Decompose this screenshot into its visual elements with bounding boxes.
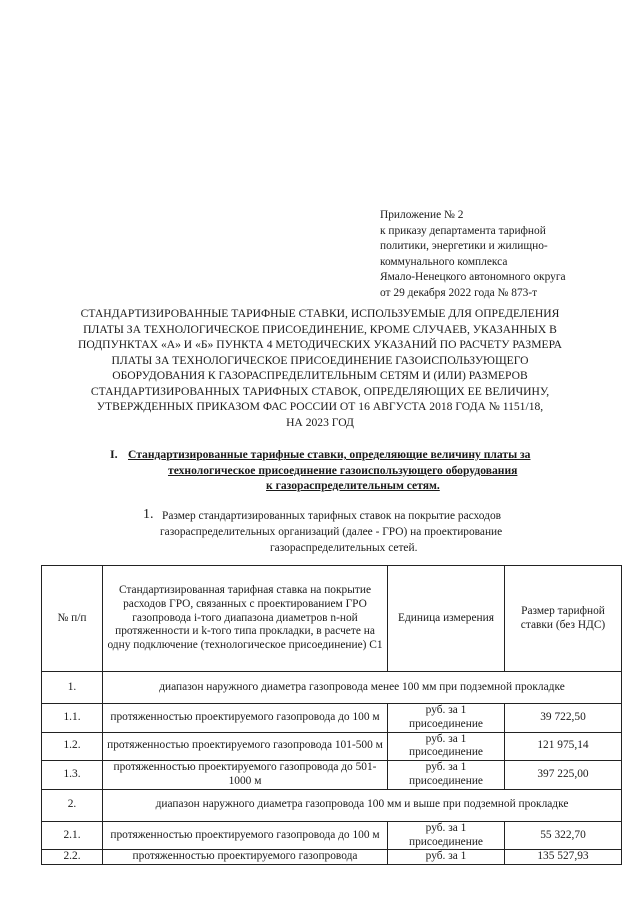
row-value: 39 722,50: [505, 704, 622, 733]
header-num: № п/п: [42, 566, 103, 672]
table-row: [42, 761, 622, 790]
title-line: НА 2023 ГОД: [286, 415, 354, 429]
row-unit: руб. за 1 присоединение: [388, 821, 505, 850]
subsection-line: Размер стандартизированных тарифных ставок на покрытие расходов: [162, 510, 502, 522]
header-unit: Единица измерения: [388, 566, 505, 672]
header-value: Размер тарифной ставки (без НДС): [505, 566, 622, 672]
appendix-reference: [380, 208, 630, 302]
row-desc: протяженностью проектируемого газопровода до 100 м: [103, 821, 388, 850]
tariff-table: [41, 565, 622, 865]
row-num: 1.1.: [42, 704, 103, 733]
row-unit: руб. за 1 присоединение: [388, 704, 505, 733]
appendix-line: политики, энергетики и жилищно-: [380, 240, 548, 253]
section-number: I.: [110, 447, 118, 461]
row-desc: протяженностью проектируемого газопровода до 501-1000 м: [103, 761, 388, 790]
table-group-row: [42, 789, 622, 821]
table-row: [42, 821, 622, 850]
table-row: [42, 850, 622, 865]
row-value: 135 527,93: [505, 850, 622, 865]
title-line: ПОДПУНКТАХ «А» И «Б» ПУНКТА 4 МЕТОДИЧЕСКИХ УКАЗАНИЙ ПО РАСЧЕТУ РАЗМЕРА: [78, 338, 562, 351]
row-num: 2.2.: [42, 850, 103, 865]
title-line: СТАНДАРТИЗИРОВАННЫХ ТАРИФНЫХ СТАВОК, ОПРЕДЕЛЯЮЩИХ ЕЕ ВЕЛИЧИНУ,: [90, 384, 550, 398]
row-value: 121 975,14: [505, 732, 622, 761]
appendix-line: к приказу департамента тарифной: [380, 224, 546, 237]
title-line: ПЛАТЫ ЗА ТЕХНОЛОГИЧЕСКОЕ ПРИСОЕДИНЕНИЕ ГАЗОИСПОЛЬЗУЮЩЕГО: [111, 353, 529, 367]
title-line: ПЛАТЫ ЗА ТЕХНОЛОГИЧЕСКОЕ ПРИСОЕДИНЕНИЕ, КРОМЕ СЛУЧАЕВ, УКАЗАННЫХ В: [83, 322, 557, 336]
row-unit: руб. за 1 присоединение: [388, 761, 505, 790]
appendix-line: Приложение № 2: [380, 209, 464, 221]
section-heading-line: Стандартизированные тарифные ставки, определяющие величину платы за: [128, 448, 531, 461]
title-line: ОБОРУДОВАНИЯ К ГАЗОРАСПРЕДЕЛИТЕЛЬНЫМ СЕТЯМ И (ИЛИ) РАЗМЕРОВ: [112, 369, 528, 382]
row-unit: руб. за 1: [388, 850, 505, 865]
section-heading-line: к газораспределительным сетям.: [266, 479, 440, 492]
appendix-line: Ямало-Ненецкого автономного округа: [380, 271, 566, 284]
group-title: диапазон наружного диаметра газопровода менее 100 мм при подземной прокладке: [103, 672, 622, 704]
row-value: 397 225,00: [505, 761, 622, 790]
subsection-text: [100, 508, 600, 556]
table-row: [42, 704, 622, 733]
row-desc: протяженностью проектируемого газопровода до 100 м: [103, 704, 388, 733]
row-unit: руб. за 1 присоединение: [388, 732, 505, 761]
row-num: 2.1.: [42, 821, 103, 850]
table-group-row: [42, 672, 622, 704]
subsection-line: газораспределительных организаций (далее - ГРО) на проектирование: [160, 526, 503, 538]
group-title: диапазон наружного диаметра газопровода 100 мм и выше при подземной прокладке: [103, 789, 622, 821]
section-heading-line: технологическое присоединение газоиспользующего оборудования: [168, 463, 518, 477]
title-line: СТАНДАРТИЗИРОВАННЫЕ ТАРИФНЫЕ СТАВКИ, ИСПОЛЬЗУЕМЫЕ ДЛЯ ОПРЕДЕЛЕНИЯ: [80, 307, 560, 320]
document-title: [40, 306, 600, 430]
row-desc: протяженностью проектируемого газопровода 101-500 м: [103, 732, 388, 761]
row-num: 1.3.: [42, 761, 103, 790]
subsection-number: 1.: [143, 507, 154, 522]
title-line: УТВЕРЖДЕННЫХ ПРИКАЗОМ ФАС РОССИИ ОТ 16 АВГУСТА 2018 ГОДА № 1151/18,: [96, 400, 544, 413]
row-num: 1.2.: [42, 732, 103, 761]
appendix-line: коммунального комплекса: [380, 255, 508, 268]
appendix-line: от 29 декабря 2022 года № 873-т: [380, 286, 538, 299]
row-value: 55 322,70: [505, 821, 622, 850]
table-row: [42, 732, 622, 761]
header-desc: Стандартизированная тарифная ставка на покрытие расходов ГРО, связанных с проектированием ГРО газопровода i-того диапазона диаметров n-ной протяженности и k-того типа прокладки, в расчете на одну подключение (технологическое присоединение) C1: [103, 566, 388, 672]
section-heading: [128, 447, 598, 494]
group-num: 2.: [42, 789, 103, 821]
group-num: 1.: [42, 672, 103, 704]
subsection-line: газораспределительных сетей.: [270, 542, 418, 554]
row-desc: протяженностью проектируемого газопровода: [103, 850, 388, 865]
table-header-row: [42, 566, 622, 672]
